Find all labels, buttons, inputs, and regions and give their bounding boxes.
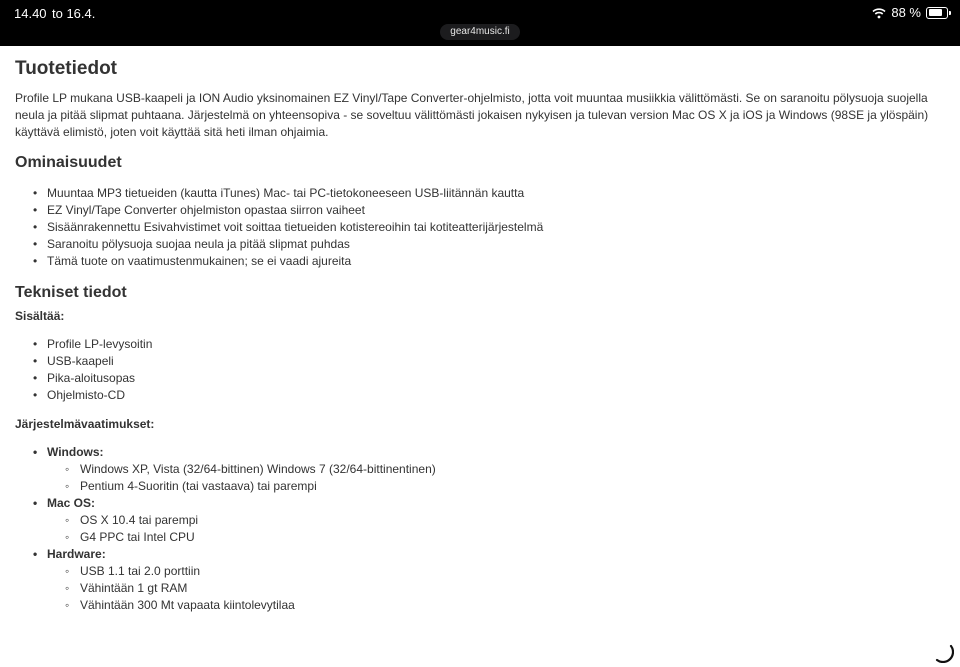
requirements-list: [15, 444, 945, 461]
address-bar[interactable]: gear4music.fi: [440, 24, 520, 40]
list-item: ◦ Vähintään 300 Mt vapaata kiintolevytilaa: [15, 597, 945, 614]
product-info: [15, 58, 945, 614]
list-item: • Tämä tuote on vaatimustenmukainen; se ei vaadi ajureita: [15, 253, 945, 270]
requirements-list: [15, 546, 945, 563]
list-item: • Pika-aloitusopas: [15, 370, 945, 387]
features-heading: Ominaisuudet: [15, 154, 122, 171]
list-item: • EZ Vinyl/Tape Converter ohjelmiston opastaa siirron vaiheet: [15, 202, 945, 219]
features-list: [15, 185, 945, 270]
list-item: ◦ USB 1.1 tai 2.0 porttiin: [15, 563, 945, 580]
requirement-items: [15, 563, 945, 614]
requirement-items: [15, 512, 945, 546]
list-item: ◦ G4 PPC tai Intel CPU: [15, 529, 945, 546]
list-item: ◦ OS X 10.4 tai parempi: [15, 512, 945, 529]
list-item: • Profile LP-levysoitin: [15, 336, 945, 353]
requirement-items: [15, 461, 945, 495]
requirements-label: Järjestelmävaatimukset:: [15, 417, 155, 431]
list-item: • Saranoitu pölysuoja suojaa neula ja pitää slipmat puhdas: [15, 236, 945, 253]
list-item: • USB-kaapeli: [15, 353, 945, 370]
requirement-label: Windows:: [47, 445, 104, 459]
tech-heading: Tekniset tiedot: [15, 284, 127, 301]
status-indicators: [872, 5, 948, 20]
status-time: 14.40: [14, 6, 47, 21]
battery-icon: [926, 7, 948, 19]
list-item: ◦ Windows XP, Vista (32/64-bittinen) Windows 7 (32/64-bittinentinen): [15, 461, 945, 478]
list-item: ◦ Vähintään 1 gt RAM: [15, 580, 945, 597]
loading-spinner-icon: [934, 643, 954, 663]
requirements-list: [15, 495, 945, 512]
wifi-icon: [872, 7, 886, 19]
battery-percent: 88 %: [891, 5, 921, 20]
list-item: • Muuntaa MP3 tietueiden (kautta iTunes) Mac- tai PC-tietokoneeseen USB-liitännän kautta: [15, 185, 945, 202]
list-item: • Sisäänrakennettu Esivahvistimet voit soittaa tietueiden kotistereoihin tai kotiteatterijärjestelmä: [15, 219, 945, 236]
contents-list: [15, 336, 945, 404]
requirement-group: [15, 546, 945, 563]
status-bar: [0, 0, 960, 46]
requirement-label: Mac OS:: [47, 496, 96, 510]
list-item: ◦ Pentium 4-Suoritin (tai vastaava) tai parempi: [15, 478, 945, 495]
list-item: • Ohjelmisto-CD: [15, 387, 945, 404]
page-title: Tuotetiedot: [15, 58, 118, 79]
status-date: to 16.4.: [52, 6, 96, 21]
product-description: Profile LP mukana USB-kaapeli ja ION Audio yksinomainen EZ Vinyl/Tape Converter-ohjelmisto, jotta voit muuntaa musiikkia välittömästi. Se on saranoitu pölysuoja suojella neula ja pitää slipmat puhtaana. Järjestelmä on yhteensopiva - se soveltuu välittömästi jokaisen nykyisen ja tulevan version Mac OS X ja iOS ja Windows (98SE ja ylöspäin) käyttävä elimistö, joten voit käyttää sitä heti ilman ohjaimia.: [15, 91, 929, 139]
contents-label: Sisältää:: [15, 309, 65, 323]
requirement-group: [15, 444, 945, 461]
requirement-group: [15, 495, 945, 512]
requirement-label: Hardware:: [47, 547, 106, 561]
